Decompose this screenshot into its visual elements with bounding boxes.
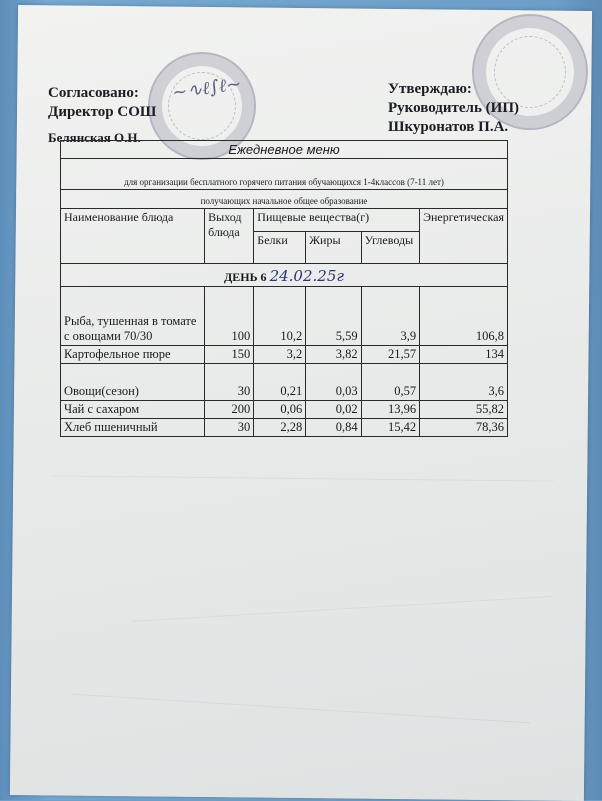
menu-subtitle: для организации бесплатного горячего питания обучающихся 1-4классов (7-11 лет) xyxy=(61,159,508,190)
dish-carbs: 0,57 xyxy=(361,364,419,401)
dish-energy: 78,36 xyxy=(420,419,508,437)
header-yield: Выход блюда xyxy=(205,209,254,264)
dish-carbs: 21,57 xyxy=(361,346,419,364)
menu-subtitle-2: получающих начальное общее образование xyxy=(61,190,508,209)
header-fats: Жиры xyxy=(306,232,361,264)
dish-name: Хлеб пшеничный xyxy=(61,419,205,437)
dish-fats: 3,82 xyxy=(306,346,361,364)
director-name: Белянская О.Н. xyxy=(48,130,141,145)
approved-label: Утверждаю: xyxy=(388,81,472,97)
dish-carbs: 3,9 xyxy=(361,287,419,346)
head-name: Шкуронатов П.А. xyxy=(388,119,509,135)
dish-yield: 150 xyxy=(205,346,254,364)
dish-fats: 0,84 xyxy=(306,419,361,437)
paper-crease xyxy=(132,596,551,622)
table-row xyxy=(61,419,508,437)
dish-proteins: 3,2 xyxy=(254,346,306,364)
dish-proteins: 2,28 xyxy=(254,419,306,437)
header-nutrients: Пищевые вещества(г) xyxy=(254,209,420,232)
dish-carbs: 13,96 xyxy=(361,401,419,419)
dish-energy: 106,8 xyxy=(420,287,508,346)
approval-block xyxy=(48,84,156,122)
menu-title: Ежедневное меню xyxy=(61,141,508,159)
paper-crease xyxy=(71,694,530,724)
daily-menu-table xyxy=(60,140,508,437)
header-proteins: Белки xyxy=(254,232,306,264)
table-row xyxy=(61,401,508,419)
dish-yield: 30 xyxy=(205,364,254,401)
header-dish: Наименование блюда xyxy=(61,209,205,264)
dish-fats: 0,02 xyxy=(306,401,361,419)
dish-carbs: 15,42 xyxy=(361,419,419,437)
dish-name: Рыба, тушенная в томате с овощами 70/30 xyxy=(61,287,205,346)
director-signature: ~∿ℓ∫ℓ~ xyxy=(170,73,243,104)
dish-name: Овощи(сезон) xyxy=(61,364,205,401)
dish-yield: 100 xyxy=(205,287,254,346)
dish-fats: 0,03 xyxy=(306,364,361,401)
table-row xyxy=(61,287,508,346)
approval-label: Согласовано: xyxy=(48,85,139,101)
dish-energy: 55,82 xyxy=(420,401,508,419)
approved-block xyxy=(388,80,519,137)
dish-proteins: 0,21 xyxy=(254,364,306,401)
header-energy: Энергетическая xyxy=(420,209,508,264)
day-label: ДЕНЬ 6 xyxy=(224,270,267,284)
dish-proteins: 10,2 xyxy=(254,287,306,346)
day-row xyxy=(61,264,508,287)
header-carbs: Углеводы xyxy=(361,232,419,264)
dish-proteins: 0,06 xyxy=(254,401,306,419)
dish-yield: 200 xyxy=(205,401,254,419)
dish-fats: 5,59 xyxy=(306,287,361,346)
dish-yield: 30 xyxy=(205,419,254,437)
dish-energy: 3,6 xyxy=(420,364,508,401)
director-title: Директор СОШ xyxy=(48,104,157,120)
table-row xyxy=(61,364,508,401)
dish-name: Чай с сахаром xyxy=(61,401,205,419)
head-title: Руководитель (ИП) xyxy=(388,100,519,116)
handwritten-date: 24.02.25г xyxy=(269,267,344,285)
paper-crease xyxy=(53,475,553,481)
dish-energy: 134 xyxy=(420,346,508,364)
table-row xyxy=(61,346,508,364)
dish-name: Картофельное пюре xyxy=(61,346,205,364)
